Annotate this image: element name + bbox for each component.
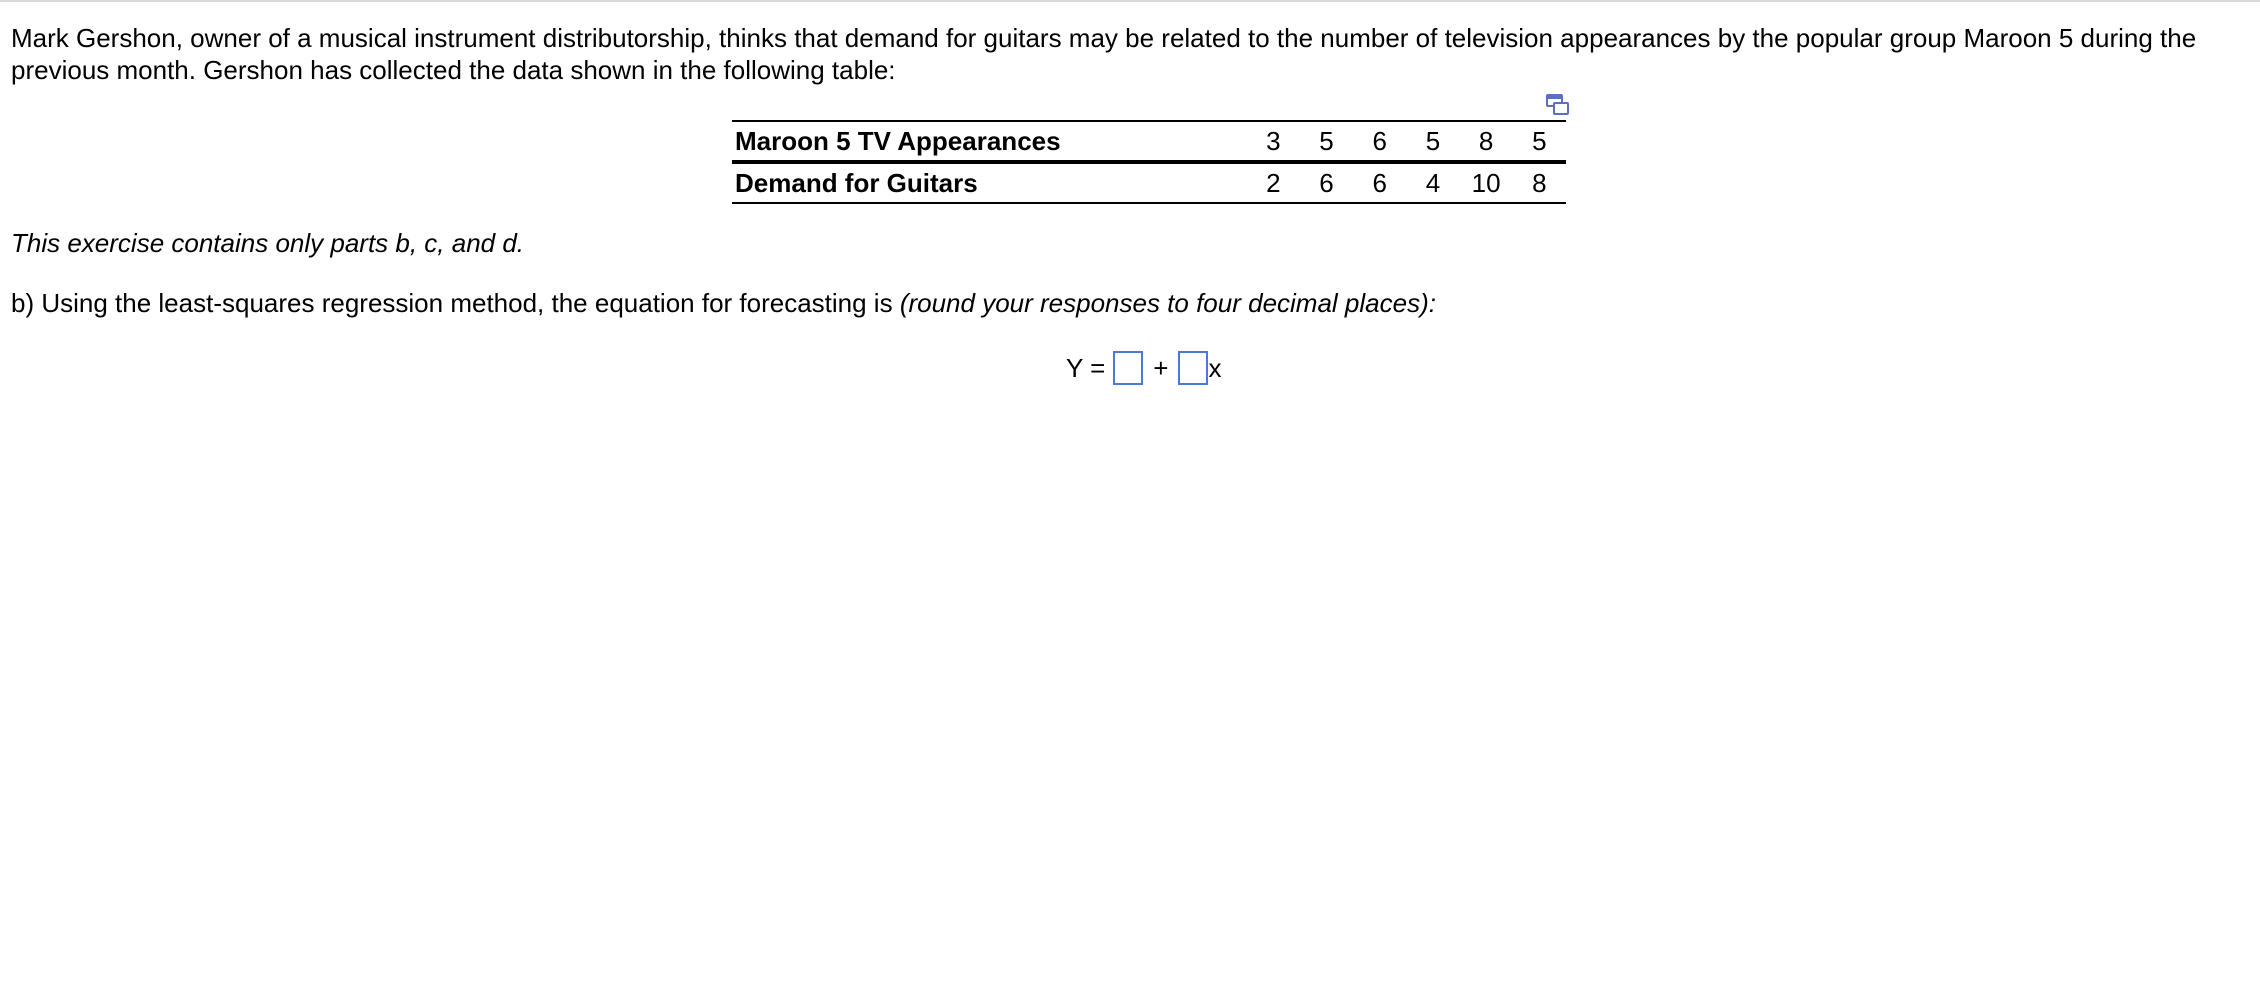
question-hint: (round your responses to four decimal places): <box>899 288 1436 318</box>
data-table-container <box>732 120 1566 204</box>
copy-table-icon[interactable] <box>1546 94 1570 116</box>
slope-input[interactable] <box>1178 351 1208 385</box>
table-cell: 5 <box>1513 121 1566 162</box>
table-cell: 8 <box>1513 162 1566 203</box>
regression-equation <box>1066 348 1221 388</box>
table-cell: 8 <box>1460 121 1513 162</box>
question-b <box>11 288 1436 319</box>
table-cell: 6 <box>1353 162 1406 203</box>
table-cell: 6 <box>1300 162 1353 203</box>
table-cell: 10 <box>1460 162 1513 203</box>
data-table <box>732 120 1566 204</box>
table-row <box>732 162 1566 203</box>
row-header-appearances: Maroon 5 TV Appearances <box>732 121 1247 162</box>
top-divider <box>0 0 2260 2</box>
question-text: b) Using the least-squares regression method, the equation for forecasting is <box>11 288 900 318</box>
problem-intro: Mark Gershon, owner of a musical instrument distributorship, thinks that demand for guitars may be related to the number of television appearances by the popular group Maroon 5 during the previous month. Gershon has collected the data shown in the following table: <box>11 23 2197 85</box>
table-cell: 6 <box>1353 121 1406 162</box>
table-cell: 5 <box>1300 121 1353 162</box>
equation-plus: + <box>1153 352 1169 383</box>
table-cell: 3 <box>1247 121 1300 162</box>
table-cell: 4 <box>1406 162 1459 203</box>
table-cell: 5 <box>1406 121 1459 162</box>
equation-variable: x <box>1208 352 1222 383</box>
table-cell: 2 <box>1247 162 1300 203</box>
intercept-input[interactable] <box>1113 351 1143 385</box>
row-header-demand: Demand for Guitars <box>732 162 1247 203</box>
equation-lhs: Y = <box>1066 352 1106 383</box>
exercise-note: This exercise contains only parts b, c, and d. <box>11 228 525 258</box>
table-row <box>732 121 1566 162</box>
